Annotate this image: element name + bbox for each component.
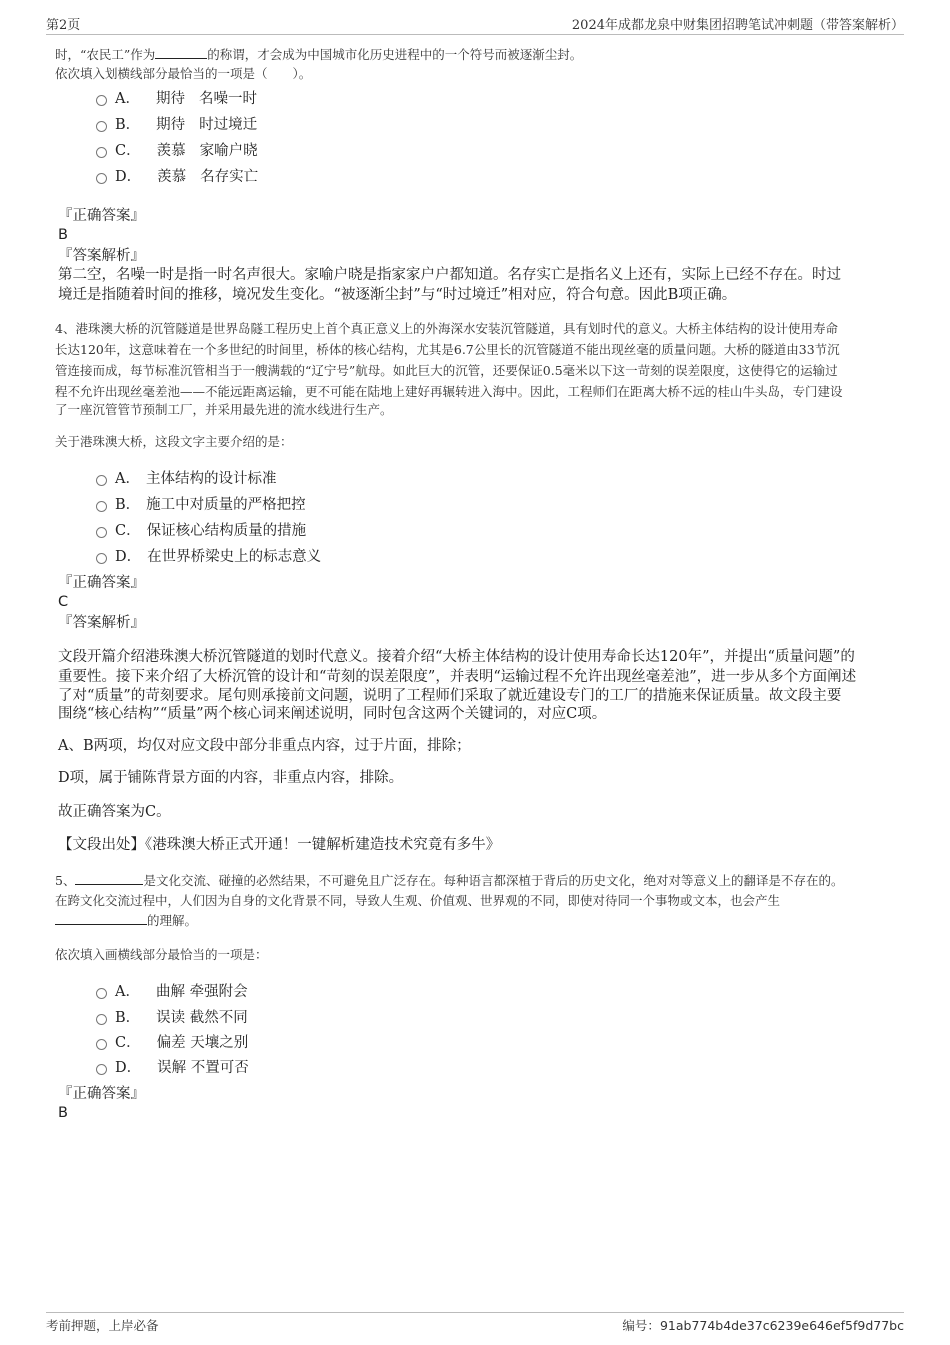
q3-analysis-line: 第二空，名噪一时是指一时名声很大。家喻户晓是指家家户户都知道。名存实亡是指名义上还有，实际上已经不存在。时过 [58, 267, 841, 283]
blank-line [75, 870, 143, 885]
q5-answer: B [58, 1105, 68, 1121]
q3-answer: B [58, 227, 68, 243]
radio-icon[interactable] [96, 173, 107, 184]
q4-analysis-line: 重要性。接下来介绍了大桥沉管的设计和“苛刻的误差限度”，并表明“运输过程不允许出现丝毫差池”，进一步从多个方面阐述 [58, 669, 857, 685]
radio-icon[interactable] [96, 553, 107, 564]
document-title: 2024年成都龙泉中财集团招聘笔试冲刺题（带答案解析） [571, 18, 904, 33]
q4-analysis-line: 故正确答案为C。 [58, 804, 171, 820]
radio-icon[interactable] [96, 527, 107, 538]
q3-analysis-label: 『答案解析』 [58, 248, 145, 264]
q5-answer-label: 『正确答案』 [58, 1086, 145, 1102]
radio-icon[interactable] [96, 1014, 107, 1025]
q4-answer-label: 『正确答案』 [58, 575, 145, 591]
q3-option-c[interactable]: C． 羡慕 家喻户晓 [96, 139, 258, 159]
q3-analysis-line: 境迁是指随着时间的推移，境况发生变化。“被逐渐尘封”与“时过境迁”相对应，符合句意。因此B项正确。 [58, 287, 737, 303]
q5-option-d[interactable]: D． 误解 不置可否 [96, 1056, 249, 1076]
q5-option-a[interactable]: A． 曲解 牵强附会 [96, 980, 248, 1000]
q4-question: 关于港珠澳大桥，这段文字主要介绍的是： [55, 434, 293, 449]
q4-source: 【文段出处】《港珠澳大桥正式开通！一键解析建造技术究竟有多牛》 [58, 837, 501, 853]
q4-answer: C [58, 594, 69, 610]
q5-option-b[interactable]: B． 误读 截然不同 [96, 1006, 248, 1026]
q3-stem: 时，“农民工”作为 的称谓，才会成为中国城市化历史进程中的一个符号而被逐渐尘封。 [55, 44, 582, 65]
q4-analysis-label: 『答案解析』 [58, 615, 145, 631]
q4-option-d[interactable]: D． 在世界桥梁史上的标志意义 [96, 545, 321, 565]
q4-option-b[interactable]: B． 施工中对质量的严格把控 [96, 493, 306, 513]
page-header [46, 14, 904, 35]
q3-option-b[interactable]: B． 期待 时过境迁 [96, 113, 257, 133]
radio-icon[interactable] [96, 121, 107, 132]
blank-line [155, 44, 207, 59]
radio-icon[interactable] [96, 475, 107, 486]
blank-line [55, 910, 147, 925]
q4-passage-line: 了一座沉管管节预制工厂，并采用最先进的流水线进行生产。 [55, 402, 393, 417]
q4-analysis-line: 围绕“核心结构”“质量”两个核心词来阐述说明，同时包含这两个关键词的，对应C项。 [58, 706, 607, 722]
q4-analysis-line: 文段开篇介绍港珠澳大桥沉管隧道的划时代意义。接着介绍“大桥主体结构的设计使用寿命长达120年”，并提出“质量问题”的 [58, 649, 855, 665]
radio-icon[interactable] [96, 147, 107, 158]
q5-stem-line: 的理解。 [55, 910, 197, 931]
q5-stem-line: 在跨文化交流过程中，人们因为自身的文化背景不同，导致人生观、价值观、世界观的不同，即使对待同一个事物或文本，也会产生 [55, 893, 781, 908]
radio-icon[interactable] [96, 988, 107, 999]
footer-slogan: 考前押题，上岸必备 [46, 1318, 159, 1333]
q5-stem: 5、 是文化交流、碰撞的必然结果，不可避免且广泛存在。每种语言都深植于背后的历史文化，绝对对等意义上的翻译是不存在的。 [55, 870, 843, 891]
q4-passage-line: 4、港珠澳大桥的沉管隧道是世界岛隧工程历史上首个真正意义上的外海深水安装沉管隧道，具有划时代的意义。大桥主体结构的设计使用寿命 [55, 321, 838, 336]
q4-passage-line: 管连接而成，每节标准沉管相当于一艘满载的“辽宁号”航母。如此巨大的沉管，还要保证0.5毫米以下这一苛刻的误差限度，这使得它的运输过 [55, 363, 838, 378]
q4-passage-line: 长达120年，这意味着在一个多世纪的时间里，桥体的核心结构，尤其是6.7公里长的沉管隧道不能出现丝毫的质量问题。大桥的隧道由33节沉 [55, 342, 840, 357]
q5-option-c[interactable]: C． 偏差 天壤之别 [96, 1031, 248, 1051]
q4-option-a[interactable]: A． 主体结构的设计标准 [96, 467, 276, 487]
q3-option-a[interactable]: A． 期待 名噪一时 [96, 87, 257, 107]
q4-analysis-line: 了对“质量”的苛刻要求。尾句则承接前文问题，说明了工程师们采取了就近建设专门的工厂的措施来保证质量。故文段主要 [58, 688, 842, 704]
radio-icon[interactable] [96, 1064, 107, 1075]
q3-answer-label: 『正确答案』 [58, 208, 145, 224]
q5-instruction: 依次填入画横线部分最恰当的一项是： [55, 947, 268, 962]
q3-option-d[interactable]: D． 羡慕 名存实亡 [96, 165, 258, 185]
q4-passage-line: 程不允许出现丝毫差池——不能远距离运输，更不可能在陆地上建好再辗转进入海中。因此，工程师们在距离大桥不远的桂山牛头岛，专门建设 [55, 384, 843, 399]
q4-analysis-line: D项，属于铺陈背景方面的内容，非重点内容，排除。 [58, 770, 404, 786]
radio-icon[interactable] [96, 501, 107, 512]
document-code: 编号：91ab774b4de37c6239e646ef5f9d77bc [622, 1318, 904, 1333]
radio-icon[interactable] [96, 1039, 107, 1050]
q4-option-c[interactable]: C． 保证核心结构质量的措施 [96, 519, 306, 539]
page-number: 第2页 [46, 18, 81, 33]
q3-instruction: 依次填入划横线部分最恰当的一项是（ ）。 [55, 66, 312, 81]
radio-icon[interactable] [96, 95, 107, 106]
q4-analysis-line: A、B两项，均仅对应文段中部分非重点内容，过于片面，排除； [58, 738, 471, 754]
page-footer [46, 1312, 904, 1336]
